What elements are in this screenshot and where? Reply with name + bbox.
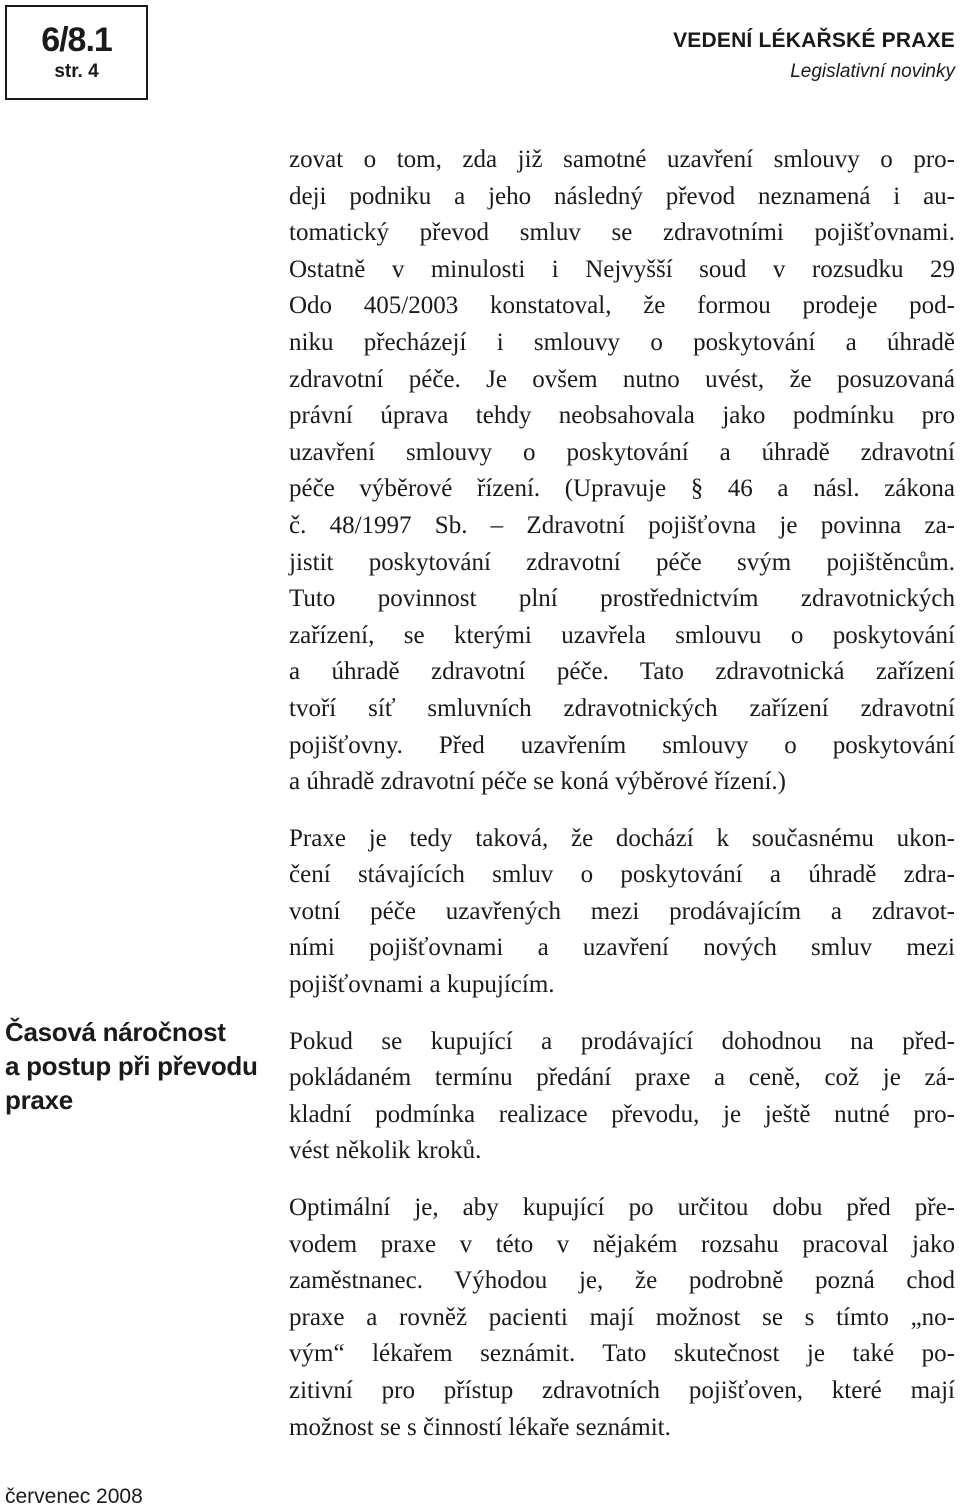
text-line: péče výběrové řízení. (Upravuje § 46 a násl. zákona: [289, 475, 955, 503]
text-line: praxe a rovněž pacienti mají možnost se s tímto „no-: [289, 1303, 955, 1331]
text-line: pojišťovny. Před uzavřením smlouvy o poskytování: [289, 731, 955, 759]
text-line: vým“ lékařem seznámit. Tato skutečnost je také po-: [289, 1340, 955, 1368]
text-line: votní péče uzavřených mezi prodávajícím a zdravot-: [289, 897, 955, 925]
main-text: [289, 142, 955, 1446]
text-line: pokládaném termínu předání praxe a ceně, což je zá-: [289, 1064, 955, 1092]
paragraph-gap: [289, 1004, 955, 1024]
text-line: možnost se s činností lékaře seznámit.: [289, 1413, 671, 1441]
paragraph-gap: [289, 801, 955, 821]
text-line: Optimální je, aby kupující po určitou dobu před pře-: [289, 1194, 955, 1222]
text-line: zaměstnanec. Výhodou je, že podrobně pozná chod: [289, 1267, 955, 1295]
text-line: č. 48/1997 Sb. – Zdravotní pojišťovna je povinna za-: [289, 511, 955, 539]
text-line: tvoří síť smluvních zdravotnických zařízení zdravotní: [289, 694, 955, 722]
section-box: [5, 5, 148, 100]
text-line: Pokud se kupující a prodávající dohodnou na před-: [289, 1027, 955, 1055]
text-line: Tuto povinnost plní prostřednictvím zdravotnických: [289, 585, 955, 613]
side-heading-line: praxe: [5, 1085, 73, 1115]
side-heading-line: Časová náročnost: [5, 1017, 226, 1047]
text-line: tomatický převod smluv se zdravotními pojišťovnami.: [289, 219, 955, 247]
footer-date: červenec 2008: [5, 1485, 143, 1508]
text-line: a úhradě zdravotní péče. Tato zdravotnická zařízení: [289, 658, 955, 686]
text-line: zdravotní péče. Je ovšem nutno uvést, že posuzovaná: [289, 365, 955, 393]
paragraph: [289, 142, 955, 801]
text-line: čení stávajících smluv o poskytování a úhradě zdra-: [289, 861, 955, 889]
text-line: a úhradě zdravotní péče se koná výběrové řízení.): [289, 768, 786, 796]
paragraph-gap: [289, 1170, 955, 1190]
text-line: pojišťovnami a kupujícím.: [289, 971, 555, 999]
text-line: niku přecházejí i smlouvy o poskytování a úhradě: [289, 328, 955, 356]
text-line: kladní podmínka realizace převodu, je ještě nutné pro-: [289, 1100, 955, 1128]
text-line: zovat o tom, zda již samotné uzavření smlouvy o pro-: [289, 146, 955, 173]
text-line: právní úprava tehdy neobsahovala jako podmínku pro: [289, 402, 955, 430]
paragraph: [289, 821, 955, 1004]
text-line: jistit poskytování zdravotní péče svým pojištěncům.: [289, 548, 955, 576]
text-line: Ostatně v minulosti i Nejvyšší soud v rozsudku 29: [289, 255, 955, 283]
side-heading-line: a postup při převodu: [5, 1051, 258, 1081]
page-subtitle: Legislativní novinky: [790, 61, 955, 82]
text-line: deji podniku a jeho následný převod neznamená i au-: [289, 182, 955, 210]
side-heading: [5, 1015, 265, 1117]
text-line: Praxe je tedy taková, že dochází k současnému ukon-: [289, 824, 955, 852]
paragraph: [289, 1024, 955, 1170]
text-line: vodem praxe v této v nějakém rozsahu pracoval jako: [289, 1230, 955, 1258]
text-line: vést několik kroků.: [289, 1137, 482, 1165]
page-title: VEDENÍ LÉKAŘSKÉ PRAXE: [673, 29, 955, 52]
text-line: zařízení, se kterými uzavřela smlouvu o poskytování: [289, 621, 955, 649]
text-line: ními pojišťovnami a uzavření nových smluv mezi: [289, 934, 955, 962]
text-line: Odo 405/2003 konstatoval, že formou prodeje pod-: [289, 292, 955, 320]
paragraph: [289, 1190, 955, 1446]
section-number: 6/8.1: [41, 21, 112, 59]
text-line: zitivní pro přístup zdravotních pojišťoven, které mají: [289, 1377, 955, 1404]
page-header: [673, 28, 955, 84]
page-label: str. 4: [54, 61, 99, 82]
text-line: uzavření smlouvy o poskytování a úhradě zdravotní: [289, 438, 955, 466]
